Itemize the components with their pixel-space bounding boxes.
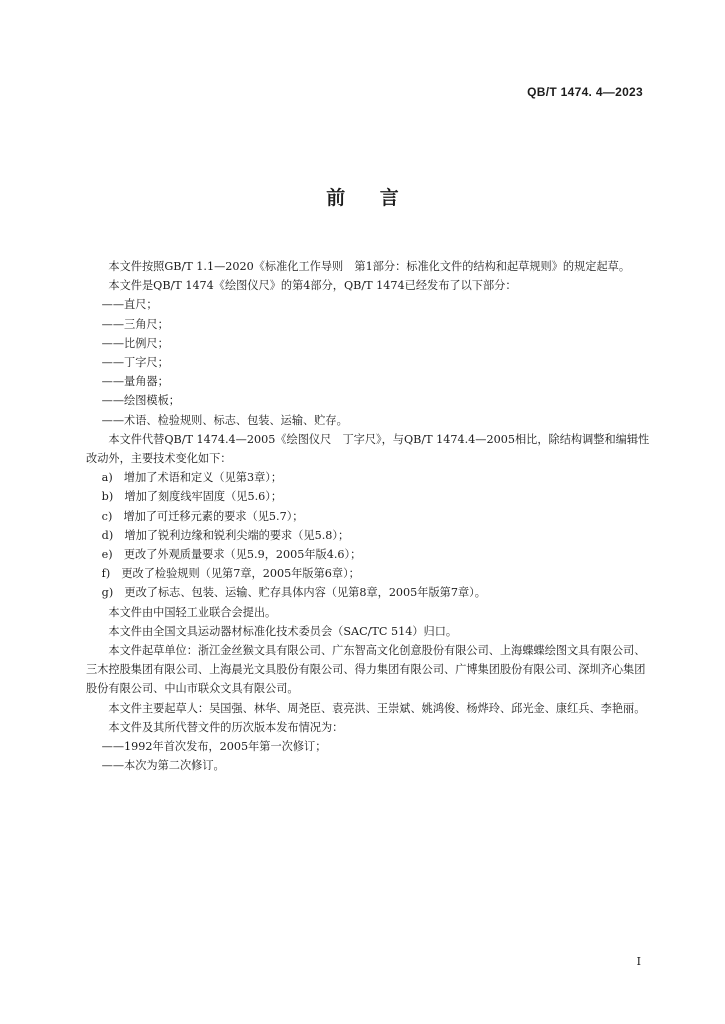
paragraph-drafting-rules: 本文件按照GB/T 1.1—2020《标准化工作导则 第1部分：标准化文件的结构和起草规则》的规定起草。	[108, 260, 631, 273]
list-item-history: ——本次为第二次修订。	[101, 759, 225, 773]
list-item-part: ——术语、检验规则、标志、包装、运输、贮存。	[101, 413, 348, 427]
paragraph-history-intro: 本文件及其所代替文件的历次版本发布情况为：	[108, 720, 344, 734]
paragraph-committee: 本文件由全国文具运动器材标准化技术委员会（SAC/TC 514）归口。	[108, 624, 458, 638]
list-item-history: ——1992年首次发布，2005年第一次修订；	[101, 740, 327, 754]
document-code: QB/T 1474. 4—2023	[527, 85, 643, 99]
paragraph-proposer: 本文件由中国轻工业联合会提出。	[108, 605, 277, 619]
page-title: 前 言	[326, 187, 399, 209]
paragraph-replacement: 本文件代替QB/T 1474.4—2005《绘图仪尺 丁字尺》，与QB/T 1474.4—2005相比，除结构调整和编辑性改动外，主要技术变化如下：	[86, 432, 650, 466]
paragraph-drafting-units: 本文件起草单位：浙江金丝猴文具有限公司、广东智高文化创意股份有限公司、上海蝶蝶绘图文具有限公司、三木控股集团有限公司、上海晨光文具股份有限公司、得力集团有限公司、广博集团股份有限公司、深圳齐心集团股份有限公司、中山市联众文具有限公司。	[86, 644, 646, 696]
list-item-part: ——丁字尺；	[101, 356, 169, 370]
paragraph-drafters: 本文件主要起草人：吴国强、林华、周尧臣、袁亮洪、王崇斌、姚鸿俊、杨烨玲、邱光金、康红兵、李艳丽。	[108, 701, 646, 715]
list-item-change: a) 增加了术语和定义（见第3章）；	[101, 471, 283, 485]
list-item-part: ——量角器；	[101, 375, 169, 389]
list-item-change: b) 增加了刻度线牢固度（见5.6）；	[101, 490, 283, 504]
list-item-change: d) 增加了锐利边缘和锐利尖端的要求（见5.8）；	[101, 528, 350, 542]
list-item-part: ——比例尺；	[101, 336, 169, 350]
list-item-change: c) 增加了可迁移元素的要求（见5.7）；	[101, 509, 304, 523]
list-item-part: ——绘图模板；	[101, 394, 180, 408]
list-item-part: ——直尺；	[101, 298, 158, 312]
page-number: I	[636, 955, 641, 968]
list-item-change: g) 更改了标志、包装、运输、贮存具体内容（见第8章，2005年版第7章）。	[101, 586, 486, 600]
paragraph-series-parts: 本文件是QB/T 1474《绘图仪尺》的第4部分，QB/T 1474已经发布了以下部分：	[108, 279, 517, 293]
foreword-body	[86, 257, 652, 775]
list-item-change: e) 更改了外观质量要求（见5.9，2005年版4.6）；	[101, 548, 362, 562]
list-item-part: ——三角尺；	[101, 317, 169, 331]
list-item-change: f) 更改了检验规则（见第7章，2005年版第6章）；	[101, 567, 360, 581]
